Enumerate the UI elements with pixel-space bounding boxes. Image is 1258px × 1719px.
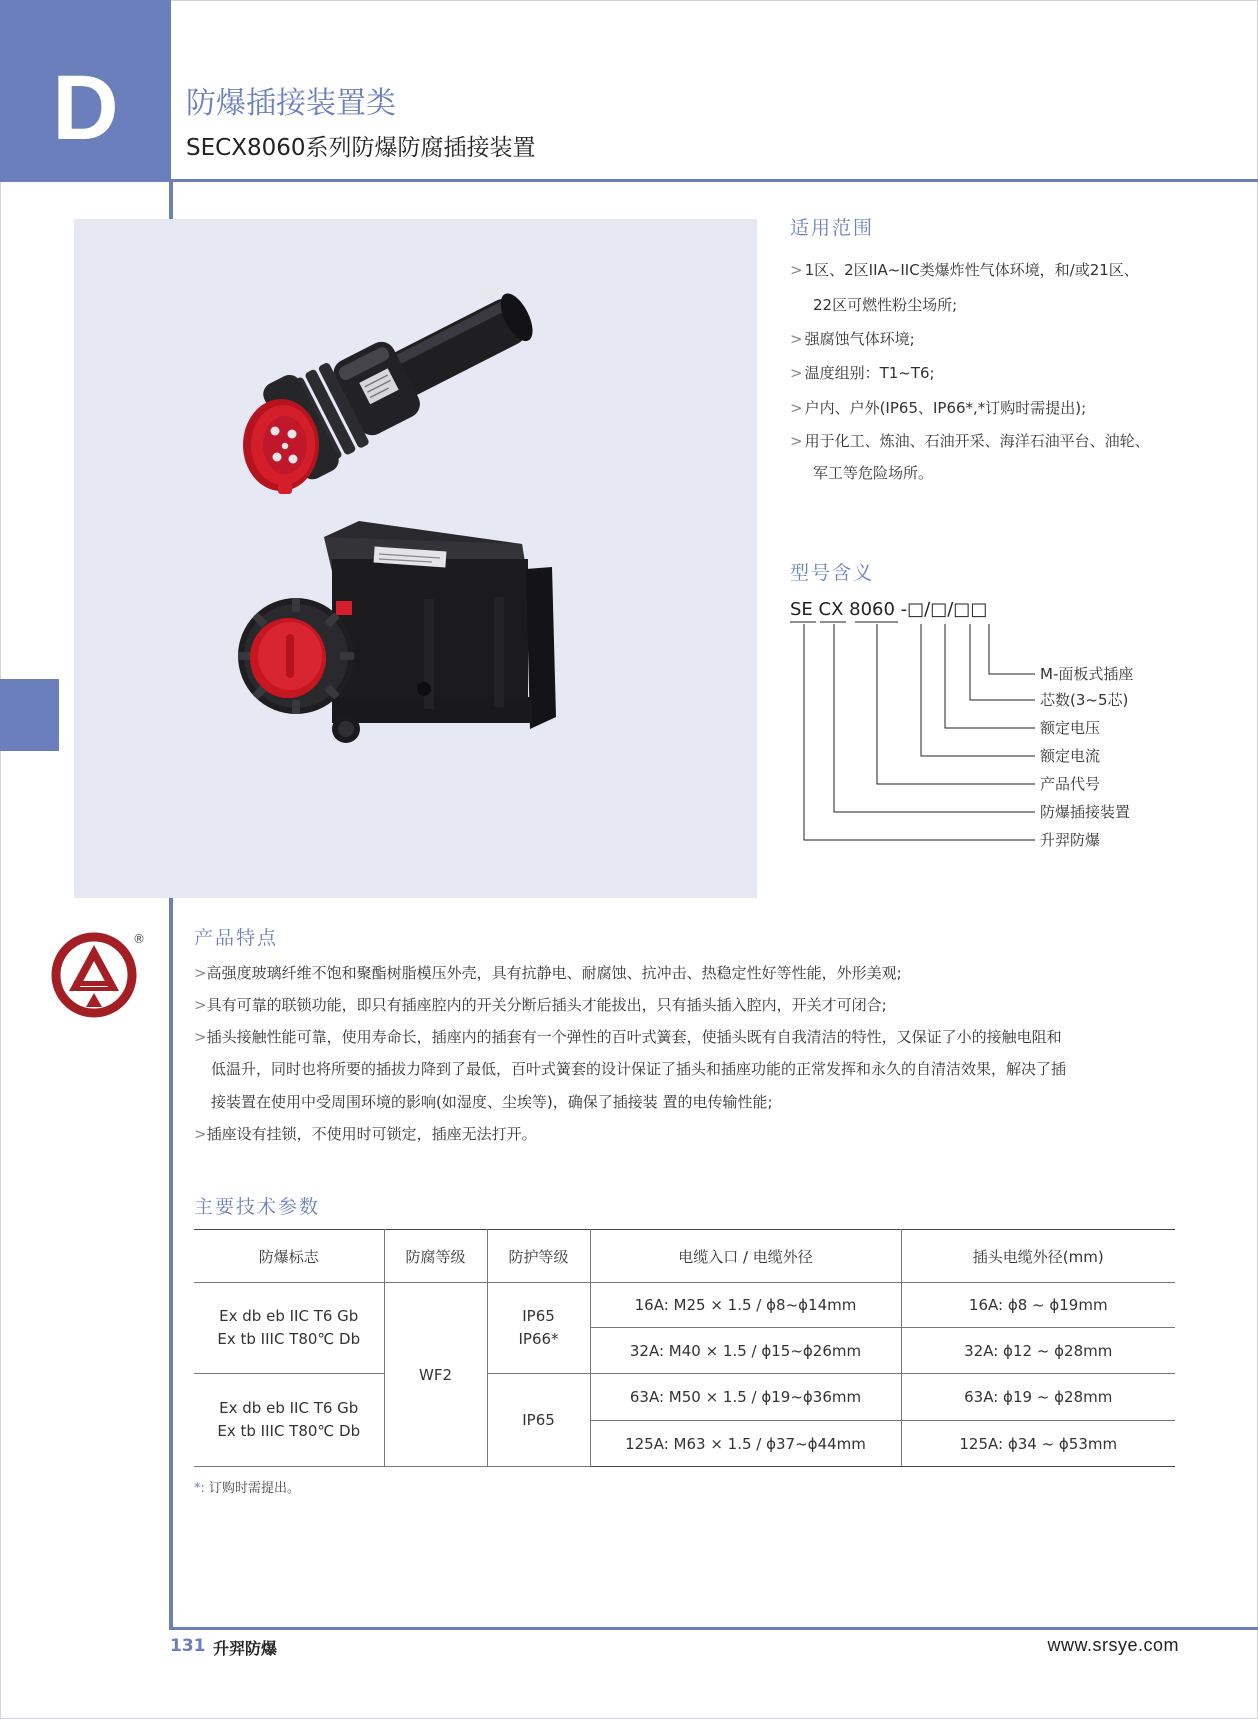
cable-entry-cell: 16A: M25 × 1.5 / ϕ8~ϕ14mm: [590, 1283, 901, 1328]
table-header-row: [194, 1230, 1175, 1283]
model-label: 芯数(3~5芯): [1040, 691, 1129, 709]
cable-entry-cell: 63A: M50 × 1.5 / ϕ19~ϕ36mm: [590, 1374, 901, 1421]
feature-item: >高强度玻璃纤维不饱和聚酯树脂模压外壳，具有抗静电、耐腐蚀、抗冲击、热稳定性好等性能，外形美观;: [194, 964, 902, 982]
specs-heading: 主要技术参数: [194, 1196, 321, 1218]
table-footnote: *: 订购时需提出。: [194, 1481, 301, 1496]
scope-item-continued: 军工等危险场所。: [813, 464, 934, 482]
model-label: 防爆插接装置: [1040, 803, 1131, 821]
model-diagram-lines: [780, 620, 1040, 850]
footer-brand: 升羿防爆: [213, 1639, 278, 1658]
bullet-chevron-icon: >: [790, 399, 803, 417]
header-rule: [171, 179, 1258, 182]
ex-mark-cell: Ex db eb IIC T6 Gb Ex tb IIIC T80℃ Db: [194, 1374, 384, 1467]
column-header: 电缆入口 / 电缆外径: [590, 1230, 901, 1283]
scope-item: > 温度组别：T1~T6;: [790, 364, 935, 382]
column-header: 防爆标志: [194, 1230, 384, 1283]
cable-entry-cell: 32A: M40 × 1.5 / ϕ15~ϕ26mm: [590, 1328, 901, 1374]
column-header: 防腐等级: [384, 1230, 487, 1283]
series-title: SECX8060系列防爆防腐插接装置: [186, 135, 536, 161]
bullet-chevron-icon: >: [790, 261, 803, 279]
bullet-chevron-icon: >: [194, 1125, 207, 1143]
feature-item: >具有可靠的联锁功能，即只有插座腔内的开关分断后插头才能拔出，只有插头插入腔内，开关才可闭合;: [194, 996, 887, 1014]
scope-item: > 强腐蚀气体环境;: [790, 330, 915, 348]
registered-mark-icon: ®: [133, 932, 145, 946]
website-link[interactable]: www.srsye.com: [1047, 1635, 1179, 1655]
section-block: [0, 0, 171, 182]
company-logo-icon: [50, 931, 138, 1019]
corrosion-cell: WF2: [384, 1283, 487, 1467]
scope-item: > 1区、2区IIA~IIC类爆炸性气体环境，和/或21区、: [790, 261, 1139, 279]
scope-heading: 适用范围: [790, 217, 875, 239]
protection-cell: IP65 IP66*: [487, 1283, 590, 1374]
protection-cell: IP65: [487, 1374, 590, 1467]
feature-item: >插座设有挂锁，不使用时可锁定，插座无法打开。: [194, 1125, 537, 1143]
column-header: 防护等级: [487, 1230, 590, 1283]
plug-diameter-cell: 63A: ϕ19 ~ ϕ28mm: [901, 1374, 1175, 1421]
column-header: 插头电缆外径(mm): [901, 1230, 1175, 1283]
bullet-chevron-icon: >: [790, 330, 803, 348]
model-label: 额定电流: [1040, 747, 1101, 765]
table-row: [194, 1374, 1175, 1421]
model-label: M-面板式插座: [1040, 665, 1134, 683]
section-letter: D: [52, 57, 119, 159]
plug-diameter-cell: 16A: ϕ8 ~ ϕ19mm: [901, 1283, 1175, 1328]
feature-item-continued: 接装置在使用中受周围环境的影响(如湿度、尘埃等)，确保了插接装 置的电传输性能;: [211, 1093, 773, 1111]
page-number: 131: [170, 1636, 206, 1656]
scope-item: > 户内、户外(IP65、IP66*,*订购时需提出);: [790, 399, 1087, 417]
plug-image: [243, 265, 551, 494]
bullet-chevron-icon: >: [194, 964, 207, 982]
footer-rule: [169, 1627, 1258, 1630]
model-label: 额定电压: [1040, 719, 1101, 737]
model-heading: 型号含义: [790, 562, 875, 584]
specs-table: [194, 1229, 1175, 1467]
category-title: 防爆插接装置类: [186, 86, 396, 121]
plug-diameter-cell: 32A: ϕ12 ~ ϕ28mm: [901, 1328, 1175, 1374]
bullet-chevron-icon: >: [790, 432, 803, 450]
features-heading: 产品特点: [194, 927, 279, 949]
model-code: SE CX 8060 -□/□/□□: [790, 599, 988, 620]
feature-item-continued: 低温升，同时也将所要的插拔力降到了最低，百叶式簧套的设计保证了插头和插座功能的正常发挥和永久的自清洁效果，解决了插: [211, 1060, 1067, 1078]
model-label: 产品代号: [1040, 775, 1101, 793]
bullet-chevron-icon: >: [194, 996, 207, 1014]
scope-item: > 用于化工、炼油、石油开采、海洋石油平台、油轮、: [790, 432, 1150, 450]
model-label: 升羿防爆: [1040, 831, 1101, 849]
product-photo: [74, 219, 757, 898]
side-tab: [0, 679, 59, 751]
scope-item-continued: 22区可燃性粉尘场所;: [813, 296, 958, 314]
product-illustration: [74, 219, 757, 898]
bullet-chevron-icon: >: [194, 1028, 207, 1046]
table-row: [194, 1283, 1175, 1328]
feature-item: >插头接触性能可靠，使用寿命长，插座内的插套有一个弹性的百叶式簧套，使插头既有自我清洁的特性，又保证了小的接触电阻和: [194, 1028, 1062, 1046]
ex-mark-cell: Ex db eb IIC T6 Gb Ex tb IIIC T80℃ Db: [194, 1283, 384, 1374]
cable-entry-cell: 125A: M63 × 1.5 / ϕ37~ϕ44mm: [590, 1421, 901, 1467]
plug-diameter-cell: 125A: ϕ34 ~ ϕ53mm: [901, 1421, 1175, 1467]
bullet-chevron-icon: >: [790, 364, 803, 382]
socket-image: [238, 521, 556, 743]
